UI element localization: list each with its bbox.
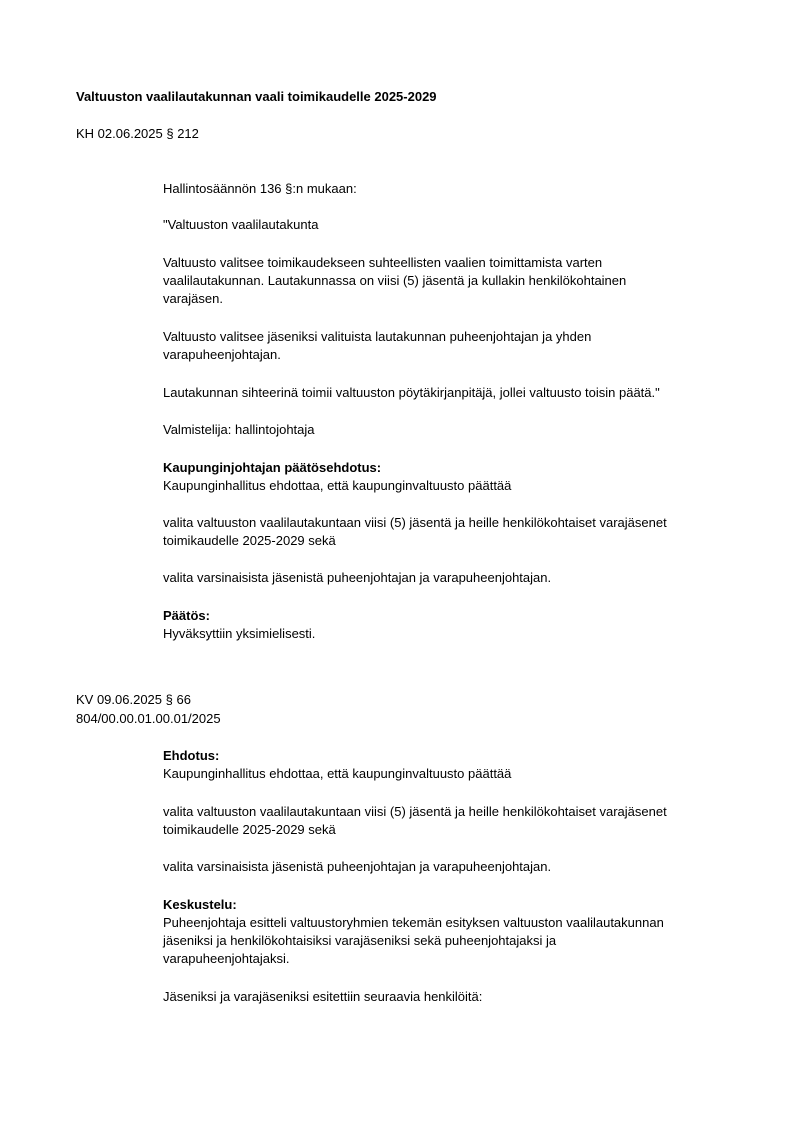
kh-reference: KH 02.06.2025 § 212: [76, 126, 199, 141]
quote-title: "Valtuuston vaalilautakunta: [163, 217, 319, 232]
paragraph-line: vaalilautakunnan. Lautakunnassa on viisi (5) jäsentä ja kullakin henkilökohtainen: [163, 273, 627, 288]
kv-reference: KV 09.06.2025 § 66: [76, 692, 191, 707]
kh-proposal-heading: Kaupunginjohtajan päätösehdotus:: [163, 460, 382, 475]
paragraph-line: varajäsen.: [163, 291, 223, 306]
kh-decision-text: Hyväksyttiin yksimielisesti.: [163, 626, 316, 641]
discussion-line: jäseniksi ja henkilökohtaisiksi varajäseniksi sekä puheenjohtajaksi ja: [163, 933, 557, 948]
kh-proposal-item: valita varsinaisista jäsenistä puheenjohtajan ja varapuheenjohtajan.: [163, 570, 552, 585]
kv-discussion-heading: Keskustelu:: [163, 897, 237, 912]
preparer-text: Valmistelija: hallintojohtaja: [163, 422, 315, 437]
kv-proposal-heading: Ehdotus:: [163, 748, 220, 763]
kv-proposal-item: toimikaudelle 2025-2029 sekä: [163, 822, 336, 837]
document-title: Valtuuston vaalilautakunnan vaali toimikaudelle 2025-2029: [76, 89, 437, 104]
kh-proposal-lead: Kaupunginhallitus ehdottaa, että kaupunginvaltuusto päättää: [163, 478, 512, 493]
discussion-line: Puheenjohtaja esitteli valtuustoryhmien tekemän esityksen valtuuston vaalilautakunnan: [163, 915, 664, 930]
paragraph-line: Lautakunnan sihteerinä toimii valtuuston pöytäkirjanpitäjä, jollei valtuusto toisin päätä.": [163, 385, 660, 400]
discussion-line: varapuheenjohtajaksi.: [163, 951, 290, 966]
paragraph-line: Valtuusto valitsee toimikaudekseen suhteellisten vaalien toimittamista varten: [163, 255, 603, 270]
kv-proposal-item: valita valtuuston vaalilautakuntaan viisi (5) jäsentä ja heille henkilökohtaiset varajäsenet: [163, 804, 667, 819]
kv-proposal-item: valita varsinaisista jäsenistä puheenjohtajan ja varapuheenjohtajan.: [163, 859, 552, 874]
paragraph-line: varapuheenjohtajan.: [163, 347, 281, 362]
intro-text: Hallintosäännön 136 §:n mukaan:: [163, 181, 357, 196]
kv-proposal-lead: Kaupunginhallitus ehdottaa, että kaupunginvaltuusto päättää: [163, 766, 512, 781]
kh-proposal-item: valita valtuuston vaalilautakuntaan viisi (5) jäsentä ja heille henkilökohtaiset varajäsenet: [163, 515, 667, 530]
kh-decision-heading: Päätös:: [163, 608, 210, 623]
paragraph-line: Valtuusto valitsee jäseniksi valituista lautakunnan puheenjohtajan ja yhden: [163, 329, 592, 344]
record-number: 804/00.00.01.00.01/2025: [76, 711, 221, 726]
kh-proposal-item: toimikaudelle 2025-2029 sekä: [163, 533, 336, 548]
nominees-intro: Jäseniksi ja varajäseniksi esitettiin seuraavia henkilöitä:: [163, 989, 483, 1004]
